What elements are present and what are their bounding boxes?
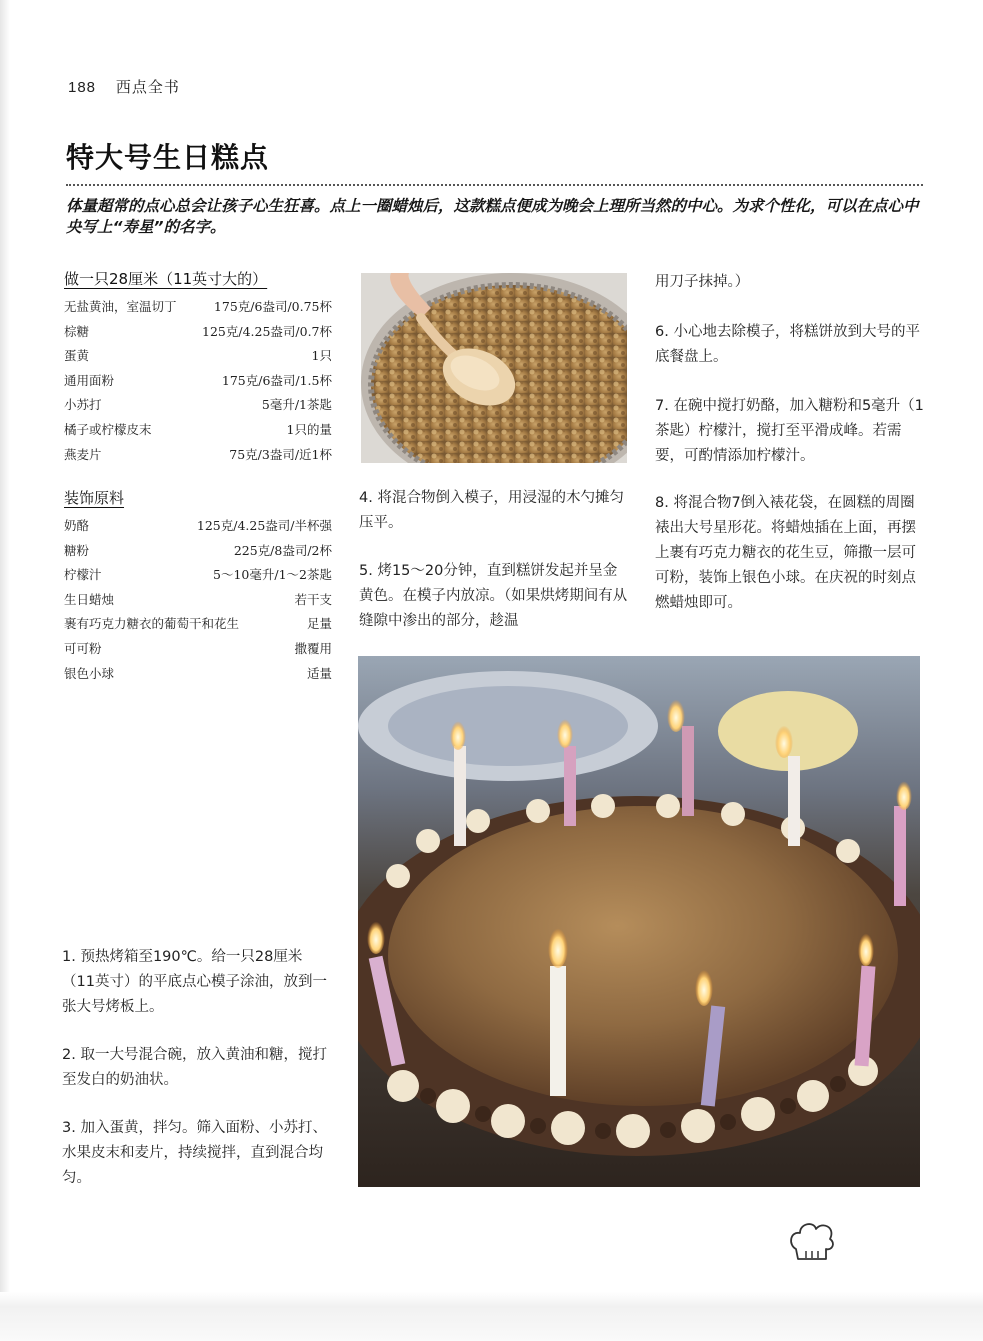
- ingredient-row: [64, 295, 332, 320]
- ingredient-qty: 足量: [306, 616, 332, 632]
- ingredient-name: 无盐黄油，室温切丁: [64, 299, 177, 314]
- ingredient-name: 蛋黄: [64, 348, 90, 364]
- title-divider: [66, 184, 923, 186]
- page-number: 188: [68, 79, 97, 96]
- ingredient-name: 橘子或柠檬皮末: [64, 421, 152, 437]
- step-5: 5. 烤15～20分钟，直到糕饼发起并呈金黄色。在模子内放凉。（如果烘烤期间有从缝隙中渗出的部分，趁温: [359, 563, 628, 629]
- running-header: [68, 76, 180, 97]
- step-2: 2. 取一大号混合碗，放入黄油和糖，搅打至发白的奶油状。: [62, 1047, 327, 1088]
- ingredient-name: 奶酪: [64, 518, 90, 533]
- ingredient-name: 裹有巧克力糖衣的葡萄干和花生: [64, 616, 240, 632]
- pressing-dough-illustration: [361, 273, 627, 463]
- ingredient-row: [64, 514, 332, 539]
- ingredient-name: 燕麦片: [64, 446, 102, 462]
- ingredient-row: [64, 539, 332, 564]
- ingredient-row: [64, 369, 332, 394]
- ingredient-row: [64, 393, 332, 418]
- step-8: 8. 将混合物7倒入裱花袋，在圆糕的周圈裱出大号星形花。将蜡烛插在上面，再摆上裹有巧克力糖衣的花生豆，筛撒一层可可粉，装饰上银色小球。在庆祝的时刻点燃蜡烛即可。: [655, 495, 916, 611]
- decoration-heading: 装饰原料: [64, 489, 125, 507]
- book-title: 西点全书: [115, 78, 180, 96]
- ingredient-row: [64, 612, 332, 637]
- step-7: 7. 在碗中搅打奶酪，加入糖粉和5毫升（1茶匙）柠檬汁，搅打至平滑成峰。若需要，可酌情添加柠檬汁。: [655, 398, 924, 464]
- ingredients-list: [64, 268, 332, 467]
- ingredient-row: [64, 344, 332, 369]
- ingredient-row: [64, 637, 332, 662]
- ingredient-name: 柠檬汁: [64, 567, 102, 583]
- ingredient-qty: 1只: [311, 348, 332, 364]
- birthday-cake-illustration: [358, 656, 920, 1187]
- step-4: 4. 将混合物倒入模子，用浸湿的木勺摊匀压平。: [359, 490, 624, 531]
- birthday-cake-photo: [358, 656, 920, 1187]
- ingredient-row: [64, 563, 332, 588]
- recipe-intro: 体量超常的点心总会让孩子心生狂喜。点上一圈蜡烛后，这款糕点便成为晚会上理所当然的中心。为求个性化，可以在点心中央写上“寿星”的名字。: [66, 197, 919, 236]
- step-1: 1. 预热烤箱至190℃。给一只28厘米（11英寸）的平底点心模子涂油，放到一张大号烤板上。: [62, 949, 327, 1015]
- page-bottom-edge: [0, 1292, 983, 1341]
- ingredient-name: 通用面粉: [64, 372, 115, 388]
- ingredient-qty: 125克/4.25盎司/半杯强: [196, 518, 332, 533]
- ingredient-name: 生日蜡烛: [64, 591, 115, 607]
- step-5-continued: 用刀子抹掉。）: [655, 274, 750, 290]
- ingredient-name: 银色小球: [64, 665, 115, 681]
- ingredient-row: [64, 320, 332, 345]
- ingredient-qty: 175克/6盎司/0.75杯: [213, 299, 332, 314]
- ingredient-qty: 75克/3盎司/近1杯: [229, 446, 332, 462]
- step-3: 3. 加入蛋黄，拌匀。筛入面粉、小苏打、水果皮末和麦片，持续搅拌，直到混合均匀。: [62, 1120, 327, 1186]
- ingredients-heading: 做一只28厘米（11英寸大的）: [64, 270, 268, 288]
- ingredient-qty: 225克/8盎司/2杯: [233, 542, 332, 558]
- ingredient-qty: 5毫升/1茶匙: [261, 397, 332, 413]
- ingredient-qty: 125克/4.25盎司/0.7杯: [202, 323, 332, 339]
- ingredient-qty: 5～10毫升/1～2茶匙: [213, 567, 332, 583]
- ingredient-qty: 若干支: [294, 591, 332, 607]
- ingredient-name: 可可粉: [64, 640, 102, 656]
- step-6: 6. 小心地去除模子，将糕饼放到大号的平底餐盘上。: [655, 324, 920, 365]
- ingredient-row: [64, 588, 332, 613]
- ingredient-qty: 适量: [306, 665, 332, 681]
- decoration-list: [64, 487, 332, 686]
- ingredient-name: 糖粉: [64, 542, 90, 558]
- recipe-title: 特大号生日糕点: [66, 141, 270, 174]
- pressing-dough-photo: [361, 273, 627, 463]
- page-edge: [0, 0, 10, 1341]
- ingredient-qty: 撒覆用: [294, 640, 332, 656]
- ingredient-row: [64, 418, 332, 443]
- ingredient-name: 棕糖: [64, 323, 90, 339]
- chef-hat-icon: [786, 1215, 838, 1267]
- ingredient-qty: 1只的量: [286, 421, 332, 437]
- ingredient-row: [64, 662, 332, 687]
- ingredient-row: [64, 443, 332, 468]
- ingredient-qty: 175克/6盎司/1.5杯: [221, 372, 332, 388]
- ingredient-name: 小苏打: [64, 397, 102, 413]
